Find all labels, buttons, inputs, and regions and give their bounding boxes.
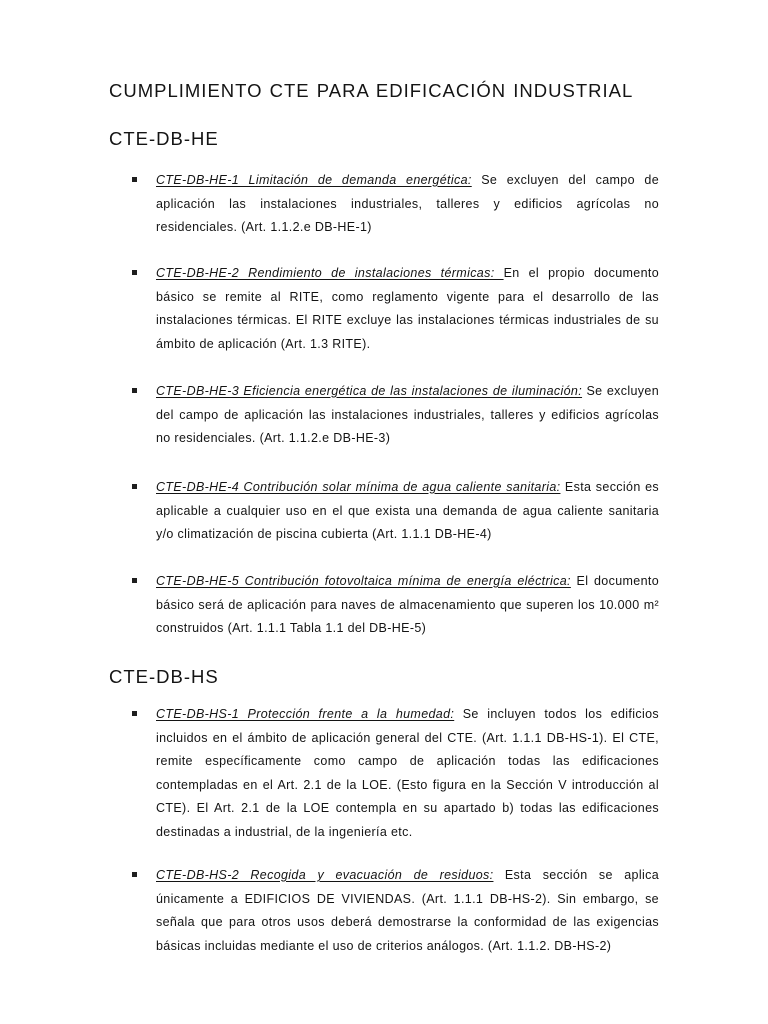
list-item-text — [156, 169, 659, 240]
bullet-icon — [132, 484, 137, 489]
list-item-text — [156, 476, 659, 547]
bullet-icon — [132, 177, 137, 182]
list-item-text — [156, 570, 659, 641]
item-reference: CTE-DB-HE-4 Contribución solar mínima de agua caliente sanitaria: — [156, 480, 561, 494]
bullet-icon — [132, 578, 137, 583]
list-item-text — [156, 380, 659, 451]
item-body: Se excluyen del campo de aplicación las instalaciones industriales, talleres y edificios agrícolas no residenciales. (Art. 1.1.2.e DB-HE-1) — [156, 173, 659, 235]
section-heading-hs: CTE-DB-HS — [109, 666, 219, 687]
bullet-icon — [132, 270, 137, 275]
document-title: CUMPLIMIENTO CTE PARA EDIFICACIÓN INDUSTRIAL — [109, 80, 634, 101]
item-reference: CTE-DB-HE-5 Contribución fotovoltaica mínima de energía eléctrica: — [156, 574, 571, 588]
item-reference: CTE-DB-HS-2 Recogida y evacuación de residuos: — [156, 868, 494, 882]
bullet-icon — [132, 872, 137, 877]
item-reference: CTE-DB-HE-2 Rendimiento de instalaciones térmicas: — [156, 266, 504, 280]
list-item-text — [156, 262, 659, 356]
section-heading-he: CTE-DB-HE — [109, 128, 219, 149]
list-item-text — [156, 864, 659, 958]
list-item-text — [156, 703, 659, 845]
bullet-icon — [132, 388, 137, 393]
item-reference: CTE-DB-HS-1 Protección frente a la humedad: — [156, 707, 455, 721]
item-reference: CTE-DB-HE-1 Limitación de demanda energética: — [156, 173, 472, 187]
item-reference: CTE-DB-HE-3 Eficiencia energética de las instalaciones de iluminación: — [156, 384, 583, 398]
item-body: Se excluyen del campo de aplicación las instalaciones industriales, talleres y edificios agrícolas no residenciales. (Art. 1.1.2.e DB-HE-3) — [156, 384, 659, 446]
bullet-icon — [132, 711, 137, 716]
item-body: Esta sección es aplicable a cualquier uso en el que exista una demanda de agua caliente sanitaria y/o climatización de piscina cubierta (Art. 1.1.1 DB-HE-4) — [156, 480, 659, 542]
item-body: El documento básico será de aplicación para naves de almacenamiento que superen los 10.000 m² construidos (Art. 1.1.1 Tabla 1.1 del DB-HE-5) — [156, 574, 659, 636]
item-body: En el propio documento básico se remite al RITE, como reglamento vigente para el desarrollo de las instalaciones térmicas. El RITE excluye las instalaciones térmicas industriales de su ámbito de aplicación (Art. 1.3 RITE). — [156, 266, 659, 351]
item-body: Se incluyen todos los edificios incluidos en el ámbito de aplicación general del CTE. (Art. 1.1.1 DB-HS-1). El CTE, remite específicamente como campo de aplicación todas las edificaciones contempladas en el Art. 2.1 de la LOE. (Esto figura en la Sección V introducción al CTE). El Art. 2.1 de la LOE contempla en su apartado b) todas las edificaciones destinadas a industrial, de la ingeniería etc. — [156, 707, 659, 839]
item-body: Esta sección se aplica únicamente a EDIFICIOS DE VIVIENDAS. (Art. 1.1.1 DB-HS-2). Sin embargo, se señala que para otros usos deberá demostrarse la conformidad de las exigencias básicas incluidas mediante el uso de criterios análogos. (Art. 1.1.2. DB-HS-2) — [156, 868, 659, 953]
